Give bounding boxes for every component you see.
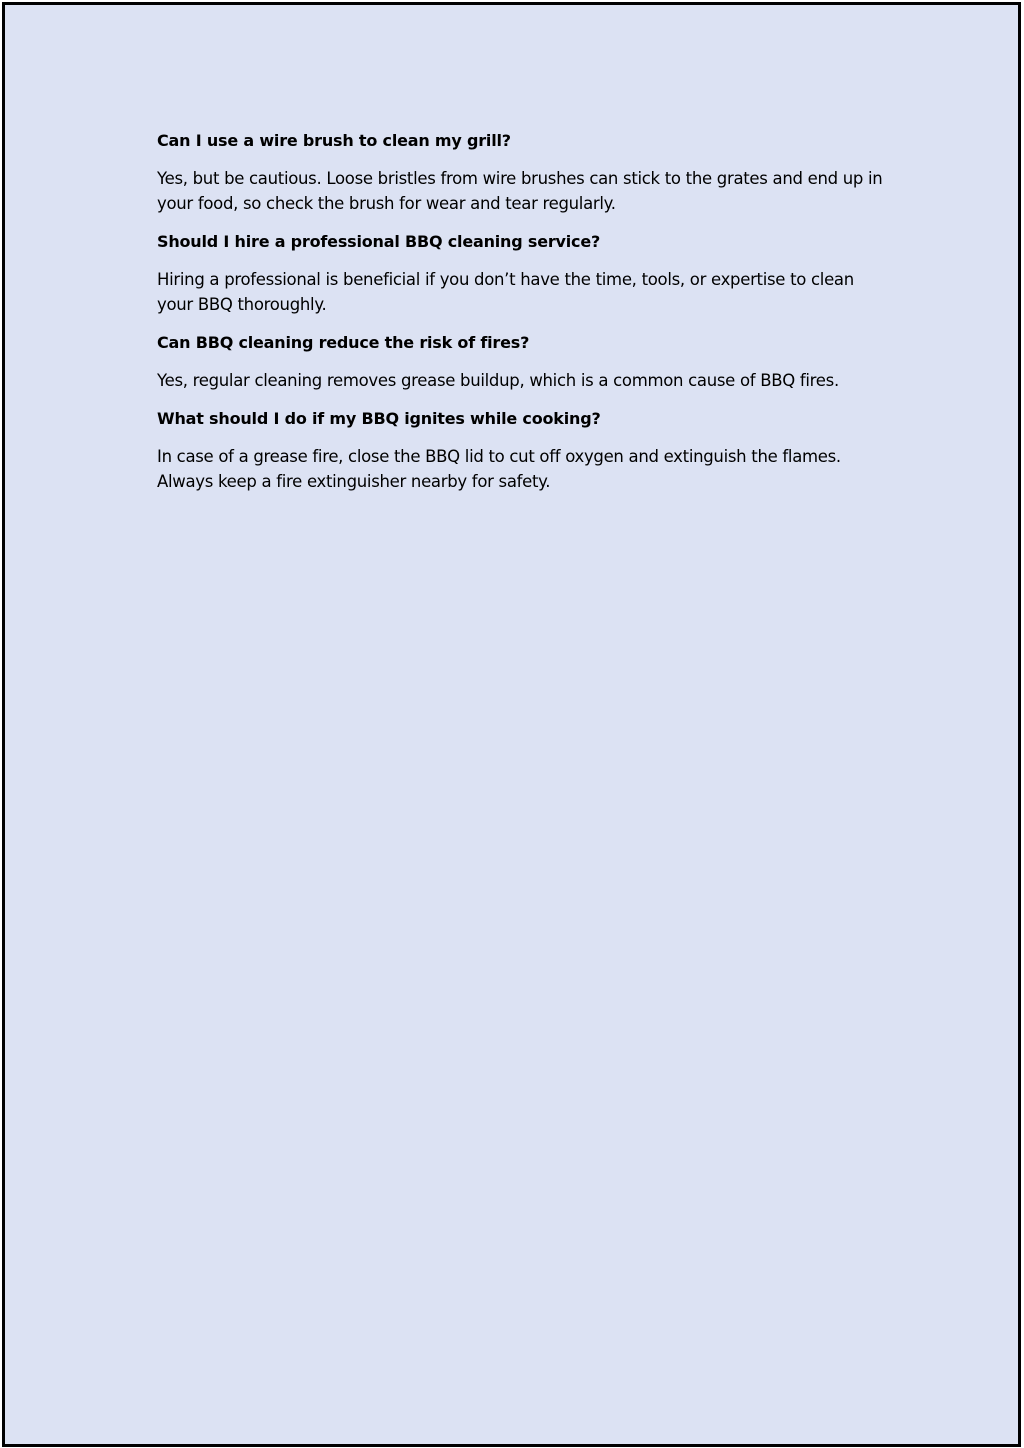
faq-question: What should I do if my BBQ ignites while cooking?: [157, 409, 601, 428]
faq-question: Can BBQ cleaning reduce the risk of fires?: [157, 333, 530, 352]
faq-item: [157, 229, 887, 317]
faq-answer: Yes, regular cleaning removes grease buildup, which is a common cause of BBQ fires.: [157, 371, 839, 390]
faq-answer: Yes, but be cautious. Loose bristles from wire brushes can stick to the grates and end up in your food, so check the brush for wear and tear regularly.: [157, 169, 883, 213]
faq-item: [157, 128, 887, 216]
faq-item: [157, 330, 887, 393]
faq-answer: In case of a grease fire, close the BBQ lid to cut off oxygen and extinguish the flames. Always keep a fire extinguisher nearby for safety.: [157, 447, 841, 491]
faq-answer: Hiring a professional is beneficial if you don’t have the time, tools, or expertise to clean your BBQ thoroughly.: [157, 270, 854, 314]
faq-question: Should I hire a professional BBQ cleaning service?: [157, 232, 601, 251]
document-page: [2, 2, 1021, 1447]
faq-question: Can I use a wire brush to clean my grill?: [157, 131, 511, 150]
faq-section: [157, 128, 887, 507]
faq-item: [157, 406, 887, 494]
